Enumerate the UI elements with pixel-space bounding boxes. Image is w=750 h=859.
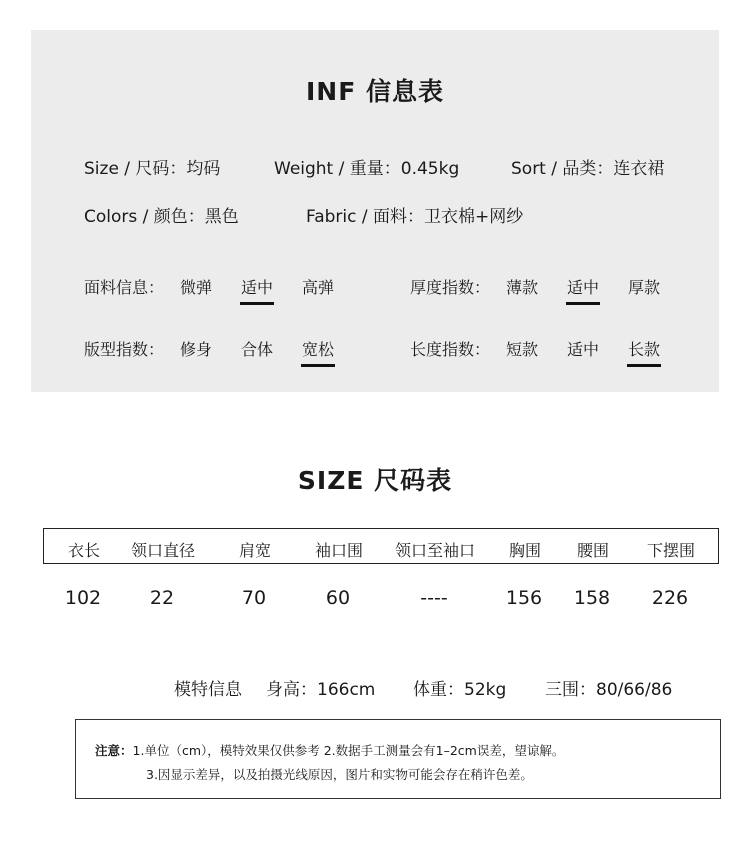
rating-stretch-option: 微弹	[180, 278, 213, 297]
rating-fit-option: 合体	[241, 340, 274, 359]
note-label: 注意：	[95, 743, 133, 758]
rating-thickness-option: 薄款	[506, 278, 539, 297]
info-title: INF 信息表	[305, 77, 444, 106]
rating-length-option: 短款	[506, 340, 539, 359]
rating-stretch-option-selected: 适中	[241, 278, 274, 297]
table-header-cell: 腰围	[576, 541, 610, 560]
note-line-1	[95, 741, 564, 759]
spec-sort: Sort / 品类：连衣裙	[511, 159, 665, 179]
spec-size: Size / 尺码：均码	[84, 159, 221, 179]
table-header-cell: 袖口围	[314, 541, 364, 560]
spec-weight: Weight / 重量：0.45kg	[274, 159, 460, 179]
model-weight: 体重：52kg	[413, 680, 507, 700]
rating-stretch-label: 面料信息：	[84, 278, 165, 297]
rating-fit-option-selected: 宽松	[302, 340, 335, 359]
table-value-cell: 60	[325, 587, 351, 609]
table-value-cell: 70	[241, 587, 267, 609]
rating-length-label: 长度指数：	[410, 340, 491, 359]
spec-colors: Colors / 颜色：黑色	[84, 207, 239, 227]
model-measurements: 三围：80/66/86	[545, 680, 673, 700]
table-value-cell: 22	[149, 587, 175, 609]
rating-thickness-label: 厚度指数：	[410, 278, 491, 297]
table-value-cell: ----	[420, 587, 448, 609]
size-table-header	[43, 528, 719, 564]
rating-fit-option: 修身	[180, 340, 213, 359]
note-text-1: 1.单位（cm），模特效果仅供参考 2.数据手工测量会有1–2cm误差，望谅解。	[132, 743, 565, 758]
rating-length-option-selected: 长款	[628, 340, 661, 359]
model-label: 模特信息	[174, 680, 242, 700]
spec-fabric: Fabric / 面料：卫衣棉+网纱	[306, 207, 524, 227]
table-header-cell: 领口直径	[130, 541, 196, 560]
model-height: 身高：166cm	[266, 680, 376, 700]
table-value-cell: 158	[573, 587, 611, 609]
table-header-cell: 领口至袖口	[394, 541, 476, 560]
table-value-cell: 156	[505, 587, 543, 609]
rating-thickness-option: 厚款	[628, 278, 661, 297]
note-box	[75, 719, 721, 799]
rating-fit-label: 版型指数：	[84, 340, 165, 359]
table-value-cell: 226	[651, 587, 689, 609]
table-header-cell: 下摆围	[646, 541, 696, 560]
table-value-cell: 102	[64, 587, 102, 609]
table-header-cell: 肩宽	[238, 541, 272, 560]
note-line-2: 3.因显示差异，以及拍摄光线原因，图片和实物可能会存在稍许色差。	[146, 767, 533, 782]
table-header-cell: 衣长	[67, 541, 101, 560]
rating-thickness-option-selected: 适中	[567, 278, 600, 297]
rating-stretch-option: 高弹	[302, 278, 335, 297]
table-header-cell: 胸围	[508, 541, 542, 560]
size-title: SIZE 尺码表	[297, 466, 453, 495]
rating-length-option: 适中	[567, 340, 600, 359]
